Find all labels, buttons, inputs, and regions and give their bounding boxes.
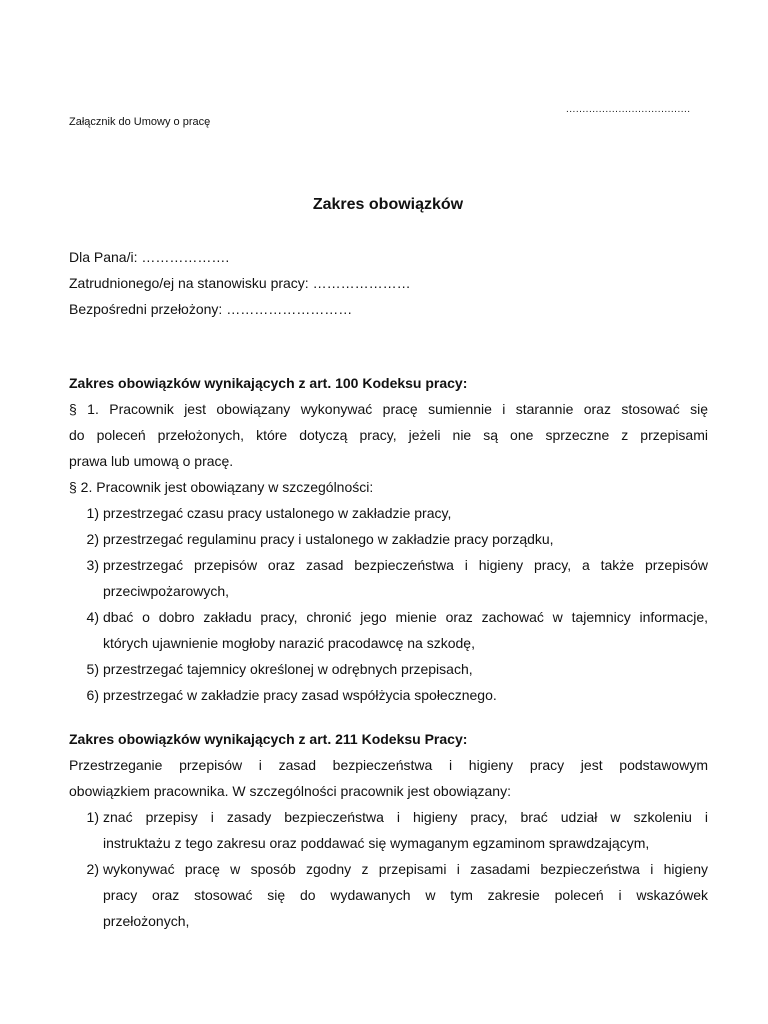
list-number: 3) bbox=[86, 557, 99, 573]
list-item bbox=[69, 682, 708, 708]
list-number: 4) bbox=[86, 609, 99, 625]
list-item bbox=[69, 526, 708, 552]
list-item-text: przeciwpożarowych, bbox=[103, 583, 230, 599]
paragraph-line: § 2. Pracownik jest obowiązany w szczególności: bbox=[69, 479, 374, 495]
employee-name-field: Dla Pana/i: ………………. bbox=[69, 249, 230, 265]
paragraph-line: obowiązkiem pracownika. W szczególności pracownik jest obowiązany: bbox=[69, 783, 511, 799]
section-art100 bbox=[69, 370, 708, 934]
list-item-text: pracy oraz stosować się do wydawanych w tym zakresie poleceń i wskazówek bbox=[103, 887, 708, 903]
supervisor-field: Bezpośredni przełożony: ……………………… bbox=[69, 301, 353, 317]
paragraph-line: do poleceń przełożonych, które dotyczą pracy, jeżeli nie są one sprzeczne z przepisami bbox=[69, 427, 708, 443]
list-item bbox=[69, 804, 708, 856]
list-item-text: wykonywać pracę w sposób zgodny z przepisami i zasadami bezpieczeństwa i higieny bbox=[103, 861, 708, 877]
list-number: 5) bbox=[86, 661, 99, 677]
list-item-text: których ujawnienie mogłoby narazić pracodawcę na szkodę, bbox=[103, 635, 475, 651]
list-number: 6) bbox=[86, 687, 99, 703]
list-item bbox=[69, 856, 708, 934]
paragraph-line: prawa lub umową o pracę. bbox=[69, 453, 234, 469]
list-item-text: przestrzegać czasu pracy ustalonego w zakładzie pracy, bbox=[103, 505, 452, 521]
annex-label: Załącznik do Umowy o pracę bbox=[69, 116, 211, 128]
list-number: 1) bbox=[86, 505, 99, 521]
list-number: 2) bbox=[86, 861, 99, 877]
list-item-text: przestrzegać regulaminu pracy i ustalonego w zakładzie pracy porządku, bbox=[103, 531, 554, 547]
list-item-text: znać przepisy i zasady bezpieczeństwa i higieny pracy, brać udział w szkoleniu i bbox=[103, 809, 708, 825]
list-item-text: dbać o dobro zakładu pracy, chronić jego mienie oraz zachować w tajemnicy informacje, bbox=[103, 609, 708, 625]
position-field: Zatrudnionego/ej na stanowisku pracy: ………………… bbox=[69, 275, 411, 291]
list-item bbox=[69, 500, 708, 526]
list-item bbox=[69, 604, 708, 656]
list-item bbox=[69, 552, 708, 604]
list-number: 2) bbox=[86, 531, 99, 547]
list-item-text: przestrzegać tajemnicy określonej w odrębnych przepisach, bbox=[103, 661, 473, 677]
section-heading: Zakres obowiązków wynikających z art. 211 Kodeksu Pracy: bbox=[69, 731, 468, 747]
date-placeholder: ...................................... bbox=[566, 104, 691, 115]
list-item-text: przestrzegać w zakładzie pracy zasad współżycia społecznego. bbox=[103, 687, 497, 703]
list-item bbox=[69, 656, 708, 682]
list-item-text: przełożonych, bbox=[103, 913, 190, 929]
list-item-text: instruktażu z tego zakresu oraz poddawać się wymaganym egzaminom sprawdzającym, bbox=[103, 835, 650, 851]
list-number: 1) bbox=[86, 809, 99, 825]
section-heading: Zakres obowiązków wynikających z art. 100 Kodeksu pracy: bbox=[69, 375, 468, 391]
list-item-text: przestrzegać przepisów oraz zasad bezpieczeństwa i higieny pracy, a także przepisów bbox=[103, 557, 708, 573]
paragraph-line: Przestrzeganie przepisów i zasad bezpieczeństwa i higieny pracy jest podstawowym bbox=[69, 757, 708, 773]
document-title: Zakres obowiązków bbox=[312, 196, 464, 213]
paragraph-line: § 1. Pracownik jest obowiązany wykonywać pracę sumiennie i starannie oraz stosować się bbox=[69, 401, 708, 417]
